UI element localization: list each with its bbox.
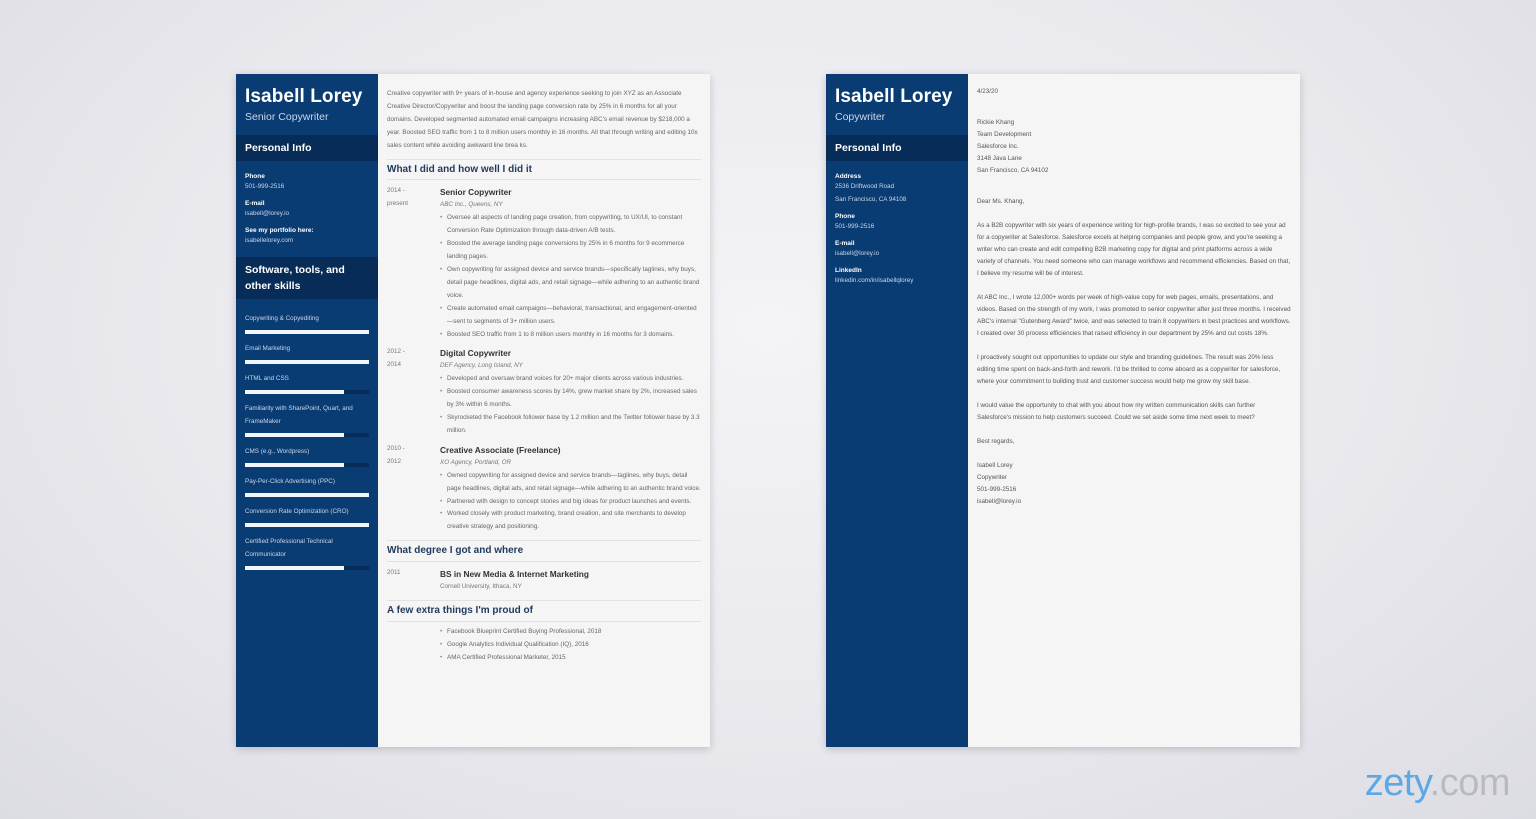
skill-item xyxy=(245,535,369,570)
job-bullet: • Create automated email campaigns—behavioral, transactional, and engagement-oriented—sent to segments of 3+ million users. xyxy=(440,303,701,329)
job-date-start: 2012 - xyxy=(387,348,405,356)
signature-line: Isabell Lorey xyxy=(977,462,1013,469)
job-bullet: • Oversee all aspects of landing page creation, from copywriting, to UX/UI, to constant Conversion Rate Optimization through data-driven A/B tests. xyxy=(440,212,701,238)
job-bullet: • Skyrocketed the Facebook follower base by 1.2 million and the Twitter follower base by 3.3 million. xyxy=(440,412,701,438)
skill-item xyxy=(245,402,369,437)
contact-label: Phone xyxy=(245,173,265,180)
skill-bar xyxy=(245,493,369,497)
job-date-start: 2010 - xyxy=(387,444,405,452)
job-bullets xyxy=(440,373,701,438)
job-date-end: 2014 xyxy=(387,361,402,369)
skill-bar xyxy=(245,523,369,527)
skill-bar-fill xyxy=(245,566,344,570)
job-date-end: 2012 xyxy=(387,457,402,465)
letter-date: 4/23/20 xyxy=(977,88,999,95)
skill-bar xyxy=(245,330,369,334)
contact-label: E-mail xyxy=(835,240,855,247)
skill-bar-fill xyxy=(245,493,369,497)
job-dates xyxy=(387,443,440,534)
experience-heading: What I did and how well I did it xyxy=(387,159,701,181)
recipient-line: Team Development xyxy=(977,131,1032,138)
job-title: Creative Associate (Freelance) xyxy=(440,444,561,455)
recipient-line: 3148 Java Lane xyxy=(977,155,1022,162)
skill-name: Copywriting & Copyediting xyxy=(245,315,319,322)
cover-sidebar xyxy=(826,74,968,747)
skill-name: Conversion Rate Optimization (CRO) xyxy=(245,508,349,515)
education-school: Cornell University, Ithaca, NY xyxy=(440,583,522,591)
job-bullet: • Boosted SEO traffic from 1 to 8 million users monthly in 16 months for 3 domains. xyxy=(440,329,701,342)
job-body xyxy=(440,185,701,341)
skill-bar xyxy=(245,390,369,394)
experience-list xyxy=(387,185,701,534)
contact-value: 501-999-2516 xyxy=(835,223,875,230)
job-bullet: • Partnered with design to concept stories and big ideas for product launches and events. xyxy=(440,496,701,509)
letter-closing: Best regards, xyxy=(977,438,1015,445)
cover-job-title: Copywriter xyxy=(835,111,886,123)
extra-item: • Facebook Blueprint Certified Buying Professional, 2018 xyxy=(440,626,701,639)
extra-item: • Google Analytics Individual Qualification (IQ), 2016 xyxy=(440,639,701,652)
resume-sidebar xyxy=(236,74,378,747)
resume-main xyxy=(378,74,710,747)
cover-personal-info-heading: Personal Info xyxy=(826,135,968,161)
contact-phone: 501-999-2516 xyxy=(245,183,285,190)
extras-list xyxy=(387,626,701,665)
skill-bar-fill xyxy=(245,390,344,394)
skill-item xyxy=(245,475,369,497)
job-entry xyxy=(387,443,701,534)
signature-line: Copywriter xyxy=(977,474,1008,481)
skill-bar-fill xyxy=(245,360,369,364)
job-bullet: • Boosted consumer awareness scores by 14%, grew market share by 2%, increased sales by 3% within 6 months. xyxy=(440,386,701,412)
skill-name: Familiarity with SharePoint, Quart, and FrameMaker xyxy=(245,405,353,425)
recipient-line: Rickie Khang xyxy=(977,119,1015,126)
resume-summary: Creative copywriter with 9+ years of in-house and agency experience seeking to join XYZ as an Associate Creative Director/Copywriter and boost the landing page conversion rate by 25% in 6 months for all your domains. Developed segmented automated email campaigns increasing ABC's email revenue by $218,000 a year. Boosted SEO traffic from 1 to 8 million users monthly in 16 months. All that through writing and editing 10x sales content while avoiding awkward line brea ks. xyxy=(387,90,698,149)
contact-label: LinkedIn xyxy=(835,267,862,274)
letter-paragraph: As a B2B copywriter with six years of experience writing for high-profile brands, I was so excited to see your ad for a copywriter at Salesforce. Salesforce excels at helping companies and people grow, and you're seeking a writer who can create and edit compelling B2B marketing copy for digital and print platforms across a wide variety of channels. You need someone who can manage workflows and recommend efficiencies. Based on that, I believe my resume will be of interest. xyxy=(977,222,1291,277)
job-bullet: • Owned copywriting for assigned device and service brands—taglines, why buys, detail page headlines, digital ads, and retail signage—while adhering to an authentic brand voice. xyxy=(440,470,701,496)
job-title: Senior Copywriter xyxy=(440,187,512,198)
brand-tld: .com xyxy=(1429,762,1510,804)
extra-item: • AMA Certified Professional Marketer, 2015 xyxy=(440,652,701,665)
job-entry xyxy=(387,185,701,341)
brand-name: zety xyxy=(1364,762,1430,804)
letter-paragraph: I proactively sought out opportunities to update our style and branding guidelines. The result was 20% less editing time spent on back-and-forth and rework. I'd be thrilled to come aboard as a copywriter for salesforce, where your commitment to building trust and customer success would help me grow my skill base. xyxy=(977,354,1281,385)
education-entry xyxy=(387,567,701,594)
extras-heading: A few extra things I'm proud of xyxy=(387,600,701,622)
letter-recipient xyxy=(977,117,1291,177)
letter-body xyxy=(968,74,1300,747)
job-bullet: • Developed and oversaw brand voices for 20+ major clients across various industries. xyxy=(440,373,701,386)
job-bullets xyxy=(440,212,701,341)
contact-email[interactable]: isabell@lorey.io xyxy=(245,210,290,217)
skill-item xyxy=(245,372,369,394)
recipient-line: San Francisco, CA 94102 xyxy=(977,167,1049,174)
skill-item xyxy=(245,342,369,364)
signature-line: isabell@lorey.io xyxy=(977,498,1022,505)
skill-bar-fill xyxy=(245,463,344,467)
skill-item xyxy=(245,312,369,334)
job-title: Digital Copywriter xyxy=(440,348,511,359)
letter-paragraph: At ABC Inc., I wrote 12,000+ words per week of high-value copy for web pages, emails, presentations, and videos. Based on the strength of my work, I was promoted to senior copywriter after just three months. I received ABC's internal "Gutenberg Award" twice, and was selected to train 8 copywriters in best practices and workflows. I created over 30 process efficiencies that raised efficiency in our department by 25% and cut costs 18%. xyxy=(977,294,1291,337)
contact-value: 2536 Driftwood Road xyxy=(835,183,895,190)
job-bullet: • Boosted the average landing page conversions by 25% in 6 months for 9 ecommerce landing pages. xyxy=(440,238,701,264)
resume-page xyxy=(236,74,710,747)
recipient-line: Salesforce Inc. xyxy=(977,143,1019,150)
cover-letter-page xyxy=(826,74,1300,747)
skill-name: Email Marketing xyxy=(245,345,291,352)
contact-portfolio[interactable]: isabellelorey.com xyxy=(245,237,294,244)
skills-list xyxy=(236,299,378,570)
job-dates xyxy=(387,346,440,437)
job-company: DEF Agency, Long Island, NY xyxy=(440,362,523,370)
skill-item xyxy=(245,445,369,467)
job-entry xyxy=(387,346,701,437)
job-bullet: • Worked closely with product marketing, brand creation, and site merchants to develop creative strategy and positioning. xyxy=(440,508,701,534)
letter-salutation: Dear Ms. Khang, xyxy=(977,198,1025,205)
contact-label: See my portfolio here: xyxy=(245,227,314,234)
skills-heading: Software, tools, and other skills xyxy=(236,257,378,299)
job-date-start: 2014 - xyxy=(387,187,405,195)
education-year: 2011 xyxy=(387,569,401,577)
skill-name: CMS (e.g., Wordpress) xyxy=(245,448,310,455)
personal-info-heading: Personal Info xyxy=(236,135,378,161)
resume-name: Isabell Lorey xyxy=(245,86,363,107)
job-company: ABC Inc., Queens, NY xyxy=(440,201,503,209)
skill-name: HTML and CSS xyxy=(245,375,289,382)
zety-logo xyxy=(1365,762,1510,805)
job-company: XO Agency, Portland, OR xyxy=(440,458,512,466)
skill-name: Certified Professional Technical Communicator xyxy=(245,538,333,558)
skill-name: Pay-Per-Click Advertising (PPC) xyxy=(245,478,335,485)
skill-bar xyxy=(245,566,369,570)
contact-value: San Francisco, CA 94108 xyxy=(835,196,907,203)
letter-paragraphs xyxy=(977,220,1291,424)
contact-label: Address xyxy=(835,173,862,180)
contact-value[interactable]: linkedin.com/in/isabellqlorey xyxy=(835,277,914,284)
education-degree: BS in New Media & Internet Marketing xyxy=(440,569,589,580)
letter-signature xyxy=(977,460,1291,508)
education-heading: What degree I got and where xyxy=(387,540,701,562)
signature-line: 501-999-2516 xyxy=(977,486,1017,493)
skill-bar-fill xyxy=(245,433,344,437)
contact-value[interactable]: isabell@lorey.io xyxy=(835,250,880,257)
skill-bar xyxy=(245,433,369,437)
resume-job-title: Senior Copywriter xyxy=(245,111,329,123)
cover-name: Isabell Lorey xyxy=(835,86,953,107)
letter-paragraph: I would value the opportunity to chat with you about how my written communication skills can further Salesforce's mission to help customers succeed. Could we set aside some time next week to meet? xyxy=(977,402,1256,421)
job-dates xyxy=(387,185,440,341)
skill-bar-fill xyxy=(245,523,369,527)
skill-bar-fill xyxy=(245,330,369,334)
contact-label: E-mail xyxy=(245,200,265,207)
job-body xyxy=(440,346,701,437)
contact-label: Phone xyxy=(835,213,855,220)
job-body xyxy=(440,443,701,534)
job-bullet: • Own copywriting for assigned device and service brands—specifically taglines, why buys, detail page headlines, digital ads, and retail signage—while adhering to an authentic brand voice. xyxy=(440,264,701,303)
job-date-end: present xyxy=(387,200,409,208)
job-bullets xyxy=(440,470,701,535)
skill-item xyxy=(245,505,369,527)
skill-bar xyxy=(245,463,369,467)
cover-contacts xyxy=(826,161,968,287)
skill-bar xyxy=(245,360,369,364)
